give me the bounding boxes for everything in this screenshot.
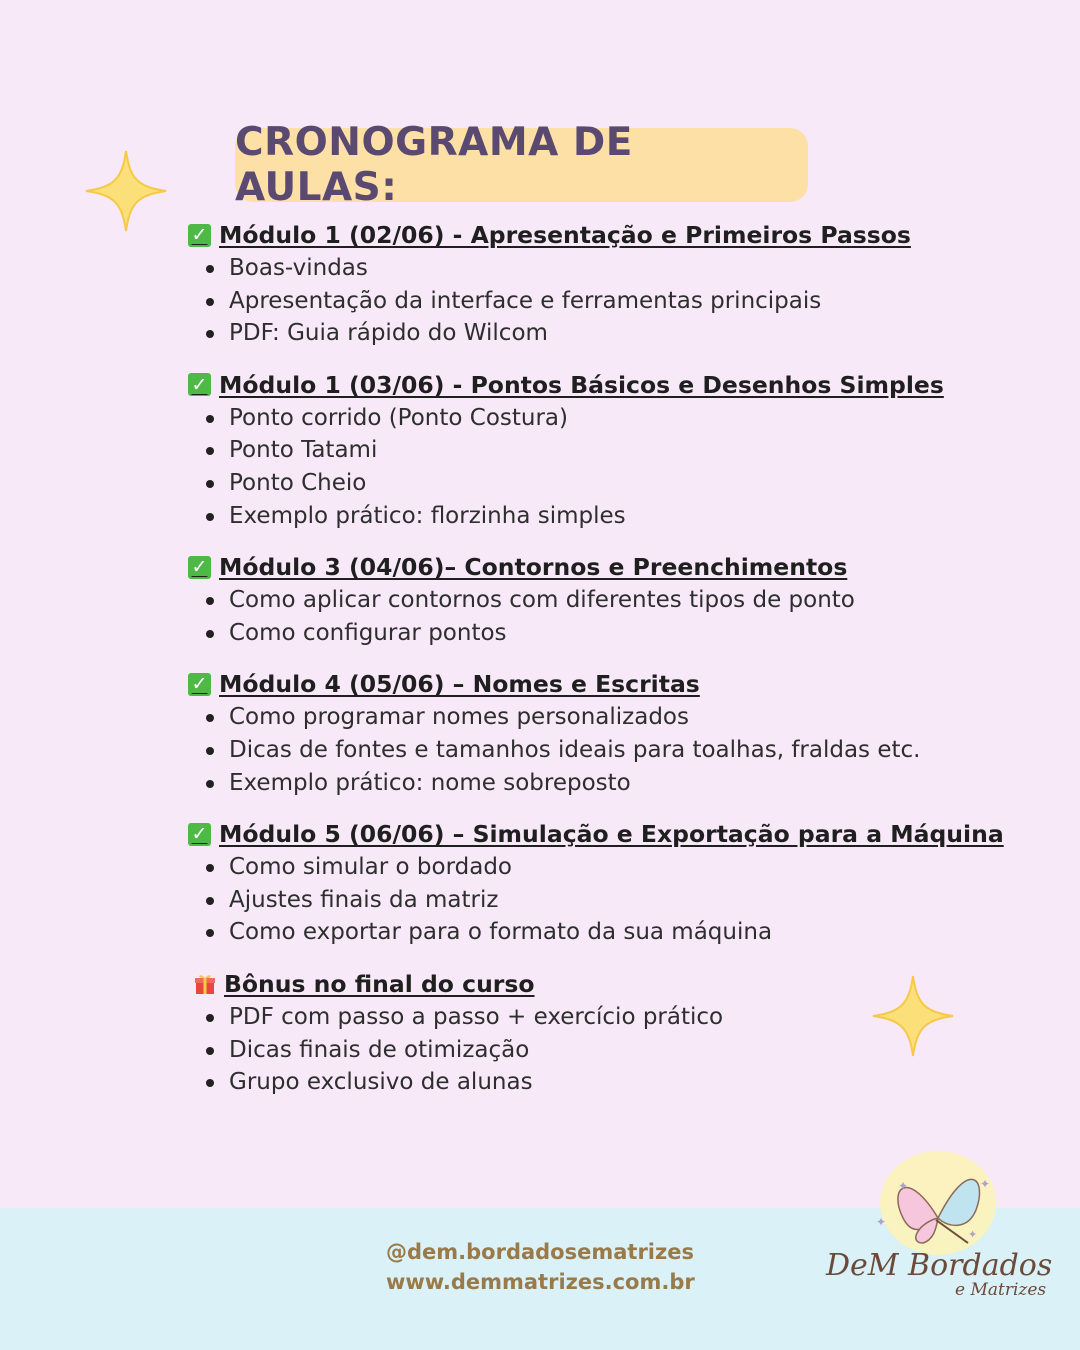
check-mark-icon: ✓ <box>188 224 211 247</box>
list-item: Como aplicar contornos com diferentes tipos de ponto <box>188 584 1048 617</box>
check-mark-icon: ✓ <box>188 673 211 696</box>
module-heading: Módulo 4 (05/06) – Nomes e Escritas <box>219 670 700 699</box>
module-section <box>188 667 1048 799</box>
svg-text:✦: ✦ <box>898 1179 909 1193</box>
logo-wordmark: DeM Bordados <box>826 1248 1053 1283</box>
check-mark-icon: ✓ <box>188 373 211 396</box>
bonus-heading: Bônus no final do curso <box>224 969 535 998</box>
list-item: Exemplo prático: nome sobreposto <box>188 767 1048 800</box>
list-item: Como configurar pontos <box>188 617 1048 650</box>
module-section <box>188 368 1048 532</box>
module-section <box>188 817 1048 949</box>
check-mark-icon: ✓ <box>188 823 211 846</box>
list-item: Como simular o bordado <box>188 851 1048 884</box>
list-item: Boas-vindas <box>188 252 1048 285</box>
list-item: PDF: Guia rápido do Wilcom <box>188 317 1048 350</box>
svg-text:✦: ✦ <box>968 1228 978 1241</box>
module-heading: Módulo 3 (04/06)– Contornos e Preenchimentos <box>219 553 848 582</box>
logo-subtitle: e Matrizes <box>955 1280 1047 1300</box>
page-title: CRONOGRAMA DE AULAS: <box>235 120 633 210</box>
list-item: PDF com passo a passo + exercício prático <box>188 1001 1048 1034</box>
list-item: Dicas de fontes e tamanhos ideais para toalhas, fraldas etc. <box>188 734 1048 767</box>
list-item: Exemplo prático: florzinha simples <box>188 500 1048 533</box>
schedule-list <box>188 218 1048 1117</box>
list-item: Grupo exclusivo de alunas <box>188 1066 1048 1099</box>
list-item: Ponto corrido (Ponto Costura) <box>188 402 1048 435</box>
module-section <box>188 550 1048 649</box>
list-item: Dicas finais de otimização <box>188 1034 1048 1067</box>
title-banner <box>235 120 808 210</box>
social-handle: @dem.bordadosematrizes <box>386 1240 694 1264</box>
list-item: Ajustes finais da matriz <box>188 884 1048 917</box>
gift-icon <box>194 973 216 995</box>
website-url: www.demmatrizes.com.br <box>386 1270 695 1294</box>
bonus-section <box>188 967 1048 1099</box>
list-item: Apresentação da interface e ferramentas principais <box>188 285 1048 318</box>
sparkle-star-icon <box>84 149 168 233</box>
list-item: Como exportar para o formato da sua máquina <box>188 916 1048 949</box>
module-heading: Módulo 5 (06/06) – Simulação e Exportação para a Máquina <box>219 820 1004 849</box>
list-item: Ponto Tatami <box>188 434 1048 467</box>
check-mark-icon: ✓ <box>188 556 211 579</box>
module-section <box>188 218 1048 350</box>
module-heading: Módulo 1 (03/06) - Pontos Básicos e Desenhos Simples <box>219 370 944 399</box>
list-item: Como programar nomes personalizados <box>188 701 1048 734</box>
svg-text:✦: ✦ <box>980 1177 991 1191</box>
svg-text:✦: ✦ <box>876 1215 887 1229</box>
list-item: Ponto Cheio <box>188 467 1048 500</box>
module-heading: Módulo 1 (02/06) - Apresentação e Primeiros Passos <box>219 221 911 249</box>
